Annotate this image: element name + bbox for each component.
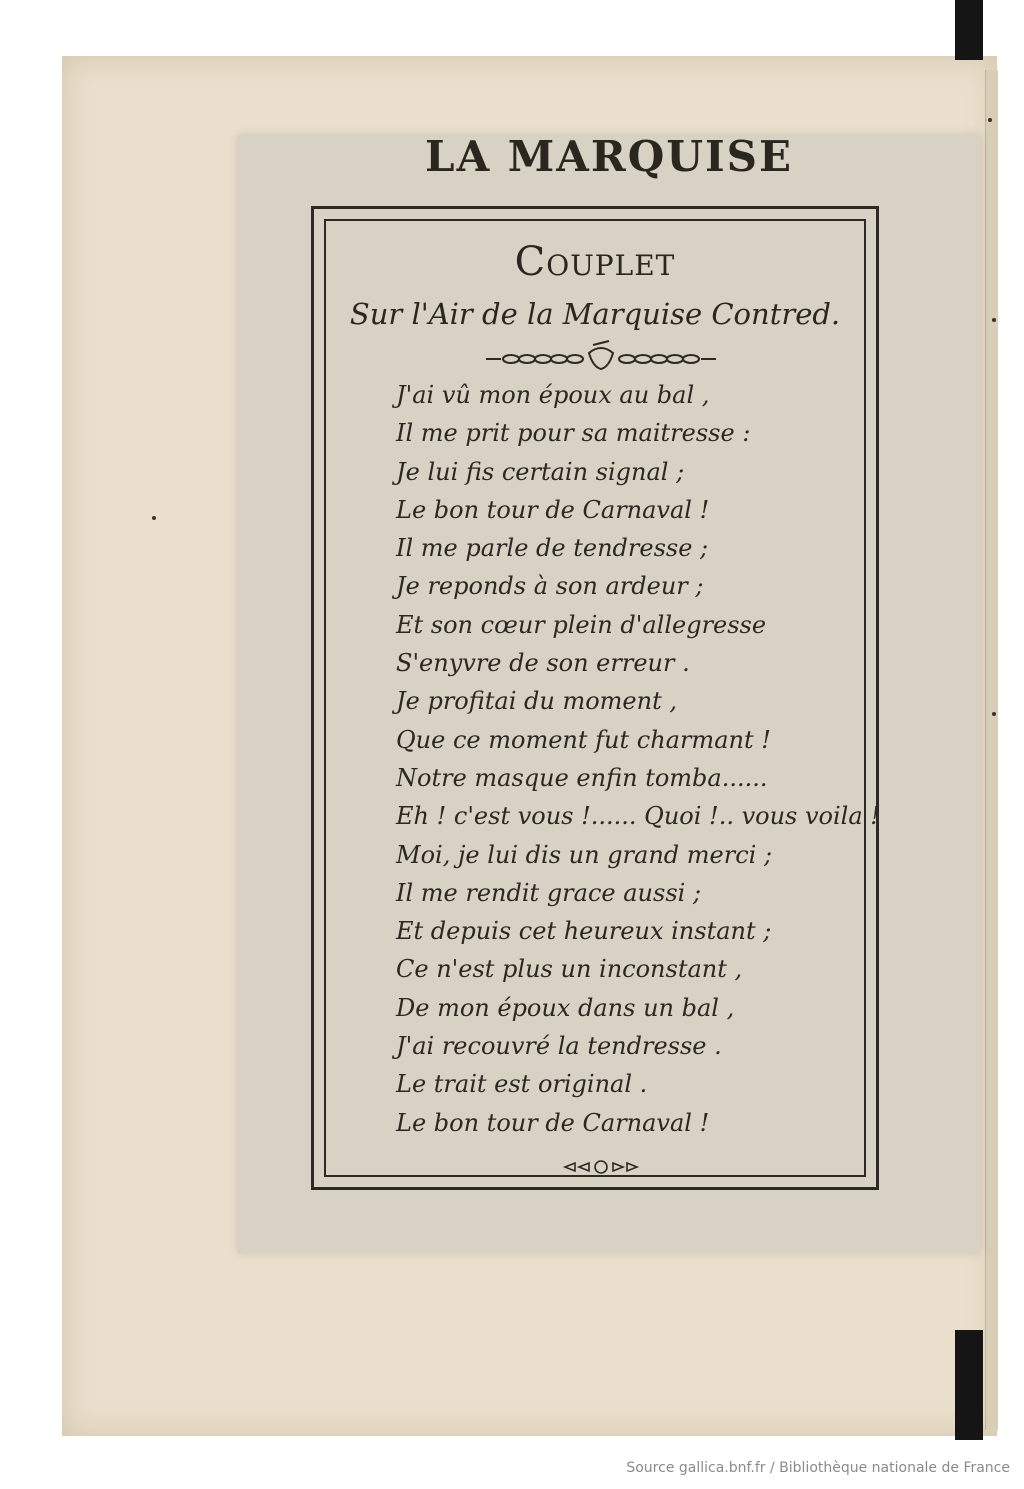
air-subtitle: Sur l'Air de la Marquise Contred. bbox=[349, 297, 841, 331]
ink-spot bbox=[992, 318, 996, 322]
verse-frame bbox=[311, 206, 879, 1190]
ink-spot bbox=[992, 712, 996, 716]
source-credit: Source gallica.bnf.fr / Bibliothèque nationale de France bbox=[626, 1460, 1010, 1476]
verse-line: Il me parle de tendresse ; bbox=[396, 534, 709, 563]
verse-line: Il me prit pour sa maitresse : bbox=[396, 419, 751, 448]
verse-line: Je lui fis certain signal ; bbox=[396, 457, 685, 486]
binding-tab-top bbox=[955, 0, 983, 60]
binding-tab-bottom bbox=[955, 1330, 983, 1440]
verse-line: Le trait est original . bbox=[396, 1070, 648, 1099]
chain-garland-ornament-icon bbox=[481, 339, 721, 373]
page-edge bbox=[985, 70, 998, 1430]
verse-line: S'enyvre de son erreur . bbox=[396, 649, 690, 678]
verse-line: Et son cœur plein d'allegresse bbox=[396, 610, 767, 639]
verse-line: Je profitai du moment , bbox=[396, 687, 677, 716]
verse-line: Eh ! c'est vous !...... Quoi !.. vous voila ! bbox=[396, 802, 880, 831]
verse-line: Je reponds à son ardeur ; bbox=[396, 572, 704, 601]
verse-line: J'ai recouvré la tendresse . bbox=[396, 1032, 722, 1061]
verse-line: Il me rendit grace aussi ; bbox=[396, 878, 702, 907]
verse-line: Que ce moment fut charmant ! bbox=[396, 725, 771, 754]
verse-frame-inner bbox=[324, 219, 880, 1177]
verse-line: Et depuis cet heureux instant ; bbox=[396, 917, 772, 946]
ink-spot bbox=[152, 516, 156, 520]
verse-line: Ce n'est plus un inconstant , bbox=[396, 955, 743, 984]
verse-line: J'ai vû mon époux au bal , bbox=[396, 381, 710, 409]
small-flourish-ornament-icon bbox=[561, 1157, 641, 1177]
verse-line: De mon époux dans un bal , bbox=[396, 993, 735, 1022]
verse-lines bbox=[396, 376, 880, 1142]
verse-line: Le bon tour de Carnaval ! bbox=[396, 1108, 710, 1137]
couplet-heading: Couplet bbox=[514, 239, 676, 285]
verse-line: Moi, je lui dis un grand merci ; bbox=[396, 840, 773, 869]
ink-spot bbox=[988, 118, 992, 122]
page-title: LA MARQUISE bbox=[425, 132, 793, 181]
verse-line: Le bon tour de Carnaval ! bbox=[396, 495, 710, 524]
verse-line: Notre masque enfin tomba...... bbox=[396, 763, 768, 792]
